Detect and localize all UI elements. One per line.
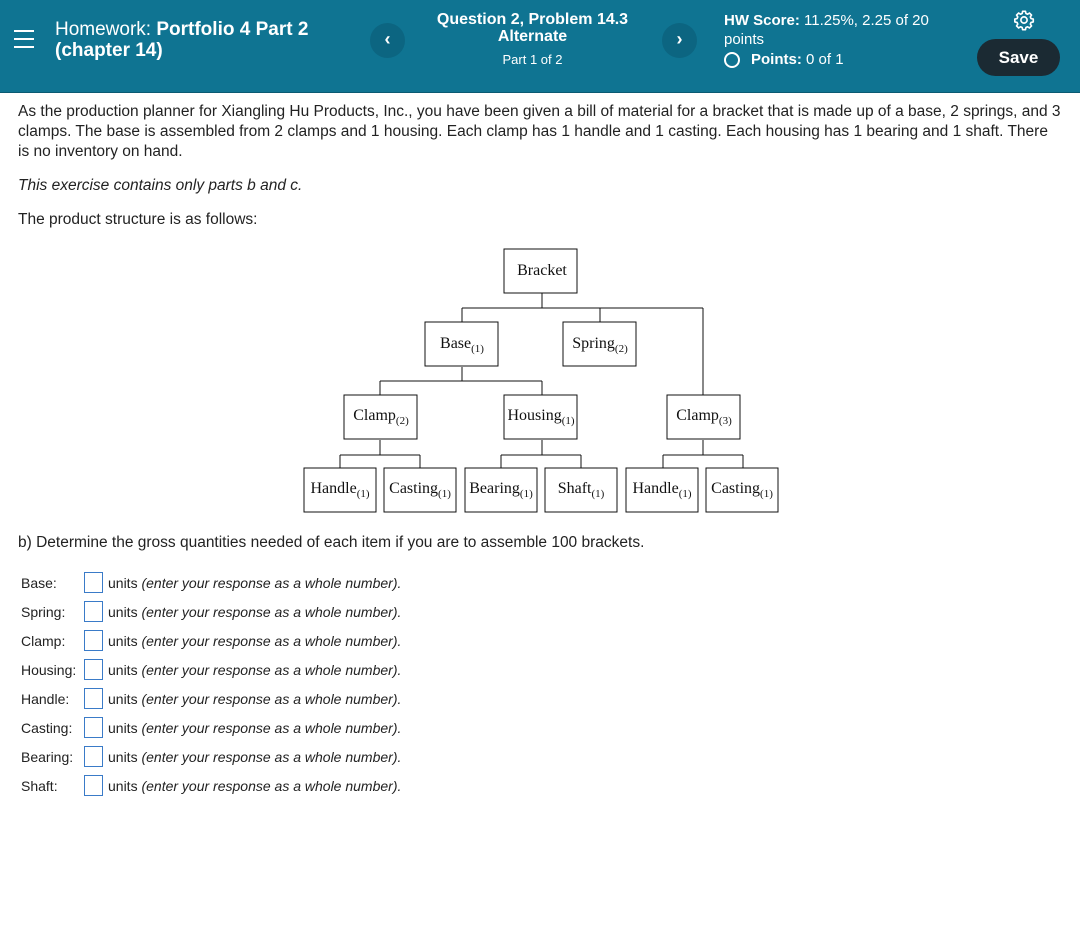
node-casting-1-name: Casting bbox=[389, 480, 439, 497]
node-bearing-name: Bearing bbox=[469, 480, 520, 497]
hint-text: (enter your response as a whole number). bbox=[141, 632, 402, 649]
next-question-button[interactable] bbox=[662, 23, 697, 58]
answer-table bbox=[18, 568, 401, 800]
hint-text: (enter your response as a whole number). bbox=[141, 661, 402, 678]
hamburger-menu-icon[interactable] bbox=[14, 30, 34, 48]
answer-label: Handle: bbox=[21, 690, 70, 707]
node-handle-2 bbox=[626, 468, 698, 512]
unit-text: units bbox=[108, 661, 138, 678]
shaft-quantity-input[interactable] bbox=[84, 775, 103, 796]
node-handle-1 bbox=[304, 468, 376, 512]
answer-hint bbox=[103, 771, 401, 800]
node-casting-1-qty: (1) bbox=[438, 488, 451, 500]
save-button[interactable]: Save bbox=[977, 39, 1060, 76]
answer-hint bbox=[103, 568, 401, 597]
answer-hint bbox=[103, 742, 401, 771]
top-bar bbox=[0, 0, 1080, 93]
points-value: 0 of 1 bbox=[806, 51, 844, 68]
node-clamp-top-name: Clamp bbox=[676, 407, 719, 424]
node-casting-2-name: Casting bbox=[711, 480, 761, 497]
part-b-question: b) Determine the gross quantities needed of each item if you are to assemble 100 brackets. bbox=[18, 534, 645, 551]
hw-score-value: 11.25%, 2.25 of 20 points bbox=[724, 12, 929, 48]
node-base-qty: (1) bbox=[471, 343, 484, 355]
node-housing-name: Housing bbox=[507, 407, 562, 424]
clamp-quantity-input[interactable] bbox=[84, 630, 103, 651]
node-bearing bbox=[465, 468, 537, 512]
question-title: Question 2, Problem 14.3 Alternate bbox=[436, 11, 629, 45]
unit-text: units bbox=[108, 719, 138, 736]
node-base bbox=[425, 322, 498, 366]
node-bearing-qty: (1) bbox=[519, 488, 533, 500]
node-handle-2-name: Handle bbox=[632, 480, 679, 497]
chevron-right-icon: › bbox=[676, 29, 683, 49]
node-base-name: Base bbox=[440, 335, 472, 352]
bearing-quantity-input[interactable] bbox=[84, 746, 103, 767]
points-status bbox=[724, 51, 844, 69]
structure-label: The product structure is as follows: bbox=[18, 211, 258, 228]
node-bracket-label: Bracket bbox=[517, 262, 567, 279]
node-clamp-base-name: Clamp bbox=[353, 407, 396, 424]
node-bracket bbox=[504, 249, 577, 293]
casting-quantity-input[interactable] bbox=[84, 717, 103, 738]
question-part: Part 1 of 2 bbox=[502, 52, 563, 67]
hint-text: (enter your response as a whole number). bbox=[141, 748, 402, 765]
node-clamp-top-qty: (3) bbox=[718, 415, 732, 427]
answer-hint bbox=[103, 684, 401, 713]
answer-row-shaft bbox=[18, 771, 401, 800]
hw-score-label: HW Score: bbox=[724, 12, 800, 29]
answer-label: Bearing: bbox=[21, 748, 74, 765]
answer-label: Housing: bbox=[21, 661, 77, 678]
unit-text: units bbox=[108, 574, 138, 591]
answer-label: Shaft: bbox=[21, 777, 58, 794]
answer-row-casting bbox=[18, 713, 401, 742]
product-structure-tree bbox=[300, 247, 790, 517]
answer-label: Spring: bbox=[21, 603, 66, 620]
unit-text: units bbox=[108, 748, 138, 765]
answer-hint bbox=[103, 713, 401, 742]
node-casting-2 bbox=[706, 468, 778, 512]
homework-title bbox=[55, 19, 355, 61]
node-clamp-top bbox=[667, 395, 740, 439]
unit-text: units bbox=[108, 632, 138, 649]
answer-label: Base: bbox=[21, 574, 57, 591]
node-casting-2-qty: (1) bbox=[760, 488, 773, 500]
node-handle-1-qty: (1) bbox=[356, 488, 370, 500]
node-shaft-qty: (1) bbox=[591, 488, 605, 500]
node-spring-qty: (2) bbox=[614, 343, 628, 355]
node-clamp-base-qty: (2) bbox=[395, 415, 409, 427]
handle-quantity-input[interactable] bbox=[84, 688, 103, 709]
gear-icon[interactable] bbox=[1013, 9, 1035, 31]
answer-row-clamp bbox=[18, 626, 401, 655]
problem-intro: As the production planner for Xiangling Hu Products, Inc., you have been given a bill of material for a bracket that is made up of a base, 2 springs, and 3 clamps. The base is assembled from 2 clamps and 1 housing. Each clamp has 1 handle and 1 casting. Each housing has 1 bearing and 1 shaft. There is no inventory on hand. bbox=[18, 103, 1061, 160]
node-shaft bbox=[545, 468, 617, 512]
problem-content bbox=[18, 102, 1063, 230]
unit-text: units bbox=[108, 690, 138, 707]
housing-quantity-input[interactable] bbox=[84, 659, 103, 680]
node-handle-2-qty: (1) bbox=[678, 488, 692, 500]
hint-text: (enter your response as a whole number). bbox=[141, 777, 402, 794]
hint-text: (enter your response as a whole number). bbox=[141, 719, 402, 736]
answer-row-housing bbox=[18, 655, 401, 684]
unit-text: units bbox=[108, 603, 138, 620]
spring-quantity-input[interactable] bbox=[84, 601, 103, 622]
points-label: Points: bbox=[751, 51, 802, 68]
answer-row-base bbox=[18, 568, 401, 597]
node-casting-1 bbox=[384, 468, 456, 512]
answer-row-spring bbox=[18, 597, 401, 626]
node-spring-name: Spring bbox=[572, 335, 615, 352]
answer-row-bearing bbox=[18, 742, 401, 771]
homework-name: Portfolio 4 Part 2 (chapter 14) bbox=[55, 19, 309, 61]
problem-note: This exercise contains only parts b and c. bbox=[18, 177, 303, 194]
hw-score bbox=[724, 11, 944, 49]
node-shaft-name: Shaft bbox=[557, 480, 592, 497]
hint-text: (enter your response as a whole number). bbox=[141, 690, 402, 707]
base-quantity-input[interactable] bbox=[84, 572, 103, 593]
answer-hint bbox=[103, 597, 401, 626]
hint-text: (enter your response as a whole number). bbox=[141, 603, 402, 620]
answer-hint bbox=[103, 655, 401, 684]
answer-row-handle bbox=[18, 684, 401, 713]
chevron-left-icon: ‹ bbox=[384, 29, 391, 49]
homework-prefix: Homework: bbox=[55, 19, 152, 40]
answer-label: Casting: bbox=[21, 719, 73, 736]
node-handle-1-name: Handle bbox=[310, 480, 357, 497]
answer-label: Clamp: bbox=[21, 632, 66, 649]
previous-question-button[interactable] bbox=[370, 23, 405, 58]
node-clamp-base bbox=[344, 395, 417, 439]
node-housing-qty: (1) bbox=[561, 415, 575, 427]
circle-icon bbox=[724, 52, 740, 68]
answer-hint bbox=[103, 626, 401, 655]
node-spring bbox=[563, 322, 636, 366]
hint-text: (enter your response as a whole number). bbox=[141, 574, 402, 591]
node-housing bbox=[504, 395, 577, 439]
unit-text: units bbox=[108, 777, 138, 794]
